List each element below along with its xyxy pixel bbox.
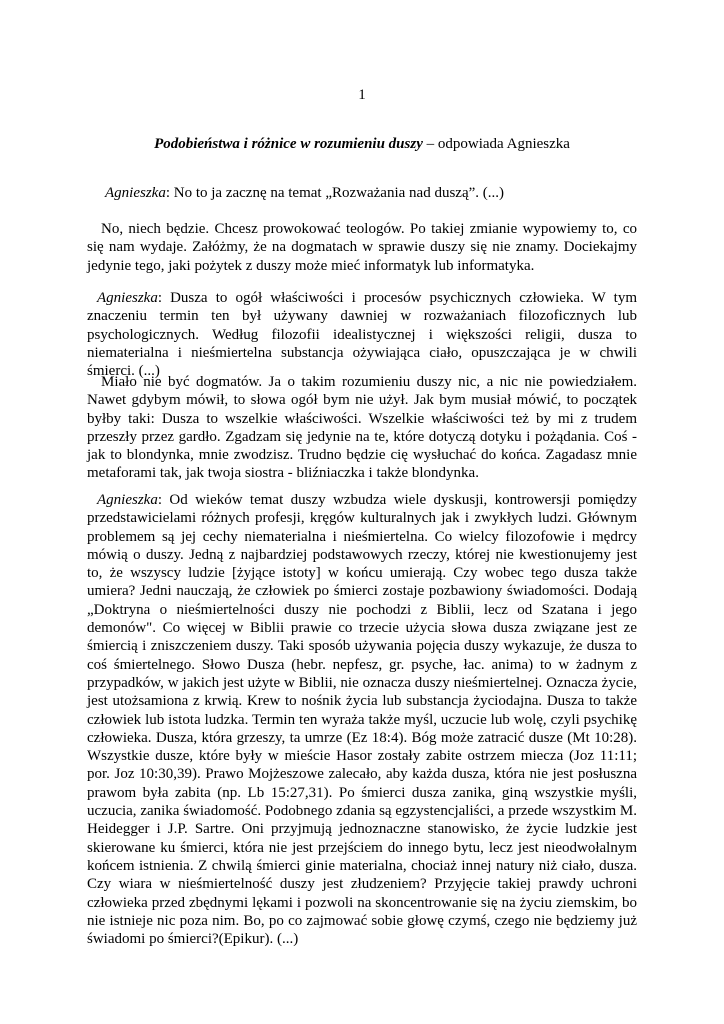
paragraph-text: : Dusza to ogół właściwości i procesów psychicznych człowieka. W tym znaczeniu termin ten był używany dawniej w rozważaniach filozoficznych lub psychologicznych. Według filozofii idealistycznej i większości religii, dusza to niematerialna i nieśmiertelna substancja ożywiająca ciało, opuszczająca je w chwili śmierci. (...) — [87, 290, 637, 380]
paragraph-4 — [87, 373, 637, 483]
paragraph-text: Miało nie być dogmatów. Ja o takim rozumieniu duszy nic, a nic nie powiedziałem. Nawet gdybym mówił, to słowa ogół bym nie użył. Jak bym musiał mówić, to początek byłby taki: Dusza to wszelkie właściwości. Wszelkie właściwości też by mi z trudem przeszły przez gardło. Zgadzam się jedynie na te, które dotyczą dotyku i pożądania. Coś - jak to blondynka, mnie zwodzisz. Trudno będzie cię wysłuchać do końca. Zagadasz mnie metaforami tak, jak twoja siostra - bliźniaczka i także blondynka. — [87, 374, 637, 482]
speaker-name: Agnieszka — [105, 185, 166, 201]
paragraph-text: : No to ja zacznę na temat „Rozważania nad duszą”. (...) — [165, 185, 504, 201]
paragraph-3 — [87, 289, 637, 380]
paragraph-text: : Od wieków temat duszy wzbudza wiele dyskusji, kontrowersji pomiędzy przedstawicielami różnych profesji, kręgów kulturalnych jak i zwykłych ludzi. Głównym problemem są jej cechy niematerialna i nieśmiertelna. Co wielcy filozofowie i mędrcy mówią o duszy. Jedną z najbardziej podstawowych rzeczy, której nie kwestionujemy jest to, że wszyscy ludzie [żyjące istoty] w końcu umierają. Czy wobec tego dusza także umiera? Jedni nauczają, że człowiek po śmierci zostaje pozbawiony świadomości. Dodają „Doktryna o nieśmiertelności duszy nie pochodzi z Biblii, lecz od Szatana i jego demonów". Co więcej w Biblii prawie co trzecie użycia słowa dusza związane jest ze śmiercią i zniszczeniem duszy. Taki sposób używania pojęcia duszy wykazuje, że dusza to coś śmiertelnego. Słowo Dusza (hebr. nepfesz, gr. psyche, łac. anima) to w żadnym z przypadków, w jakich jest użyte w Biblii, nie oznacza duszy nieśmiertelnej. Oznacza życie, jest utożsamiona z krwią. Krew to nośnik życia lub substancja życiodajna. Dusza to także człowiek lub istota ludzka. Termin ten wyraża także myśl, uczucie lub wolę, czyli psychikę człowieka. Dusza, która grzeszy, ta umrze (Ez 18:4). Bóg może zatracić dusze (Mt 10:28). Wszystkie dusze, które były w mieście Hasor zostały zabite ostrzem miecza (Joz 11:11; por. Joz 10:30,39). Prawo Mojżeszowe zalecało, aby każda dusza, która nie jest posłuszna prawom była zabita (np. Lb 15:27,31). Po śmierci dusza zanika, giną wszystkie myśli, uczucia, zanika świadomość. Podobnego zdania są egzystencjaliści, a przede wszystkim M. Heidegger i J.P. Sartre. Oni przyjmują jednoznaczne stanowisko, że życie ludzkie jest skierowane ku śmierci, która nie jest przejściem do innego bytu, lecz jest nieodwołalnym końcem istnienia. Z chwilą śmierci ginie materialna, chociaż innej natury niż ciało, dusza. Czy wiara w nieśmiertelność duszy jest złudzeniem? Przyjęcie takiej prawdy uchroni człowieka przed zbędnymi lękami i pozwoli na skoncentrowanie się na życiu ziemskim, bo nie istnieje nic poza nim. Bo, po co zajmować sobie głowę czymś, czego nie będziemy już świadomi po śmierci?(Epikur). (...) — [87, 492, 637, 948]
speaker-name: Agnieszka — [97, 492, 158, 508]
paragraph-text: No, niech będzie. Chcesz prowokować teologów. Po takiej zmianie wypowiemy to, co się nam wydaje. Załóżmy, że na dogmatach w sprawie duszy się nie znamy. Dociekajmy jedynie tego, jaki pożytek z duszy może mieć informatyk lub informatyka. — [87, 221, 637, 274]
title-suffix: – odpowiada Agnieszka — [422, 136, 570, 152]
page-number: 1 — [358, 87, 366, 103]
document-title — [87, 135, 637, 153]
paragraph-2 — [87, 220, 637, 275]
paragraph-1 — [87, 184, 637, 202]
title-main: Podobieństwa i różnice w rozumieniu duszy — [154, 136, 423, 152]
speaker-name: Agnieszka — [97, 290, 158, 306]
paragraph-5 — [87, 491, 637, 948]
